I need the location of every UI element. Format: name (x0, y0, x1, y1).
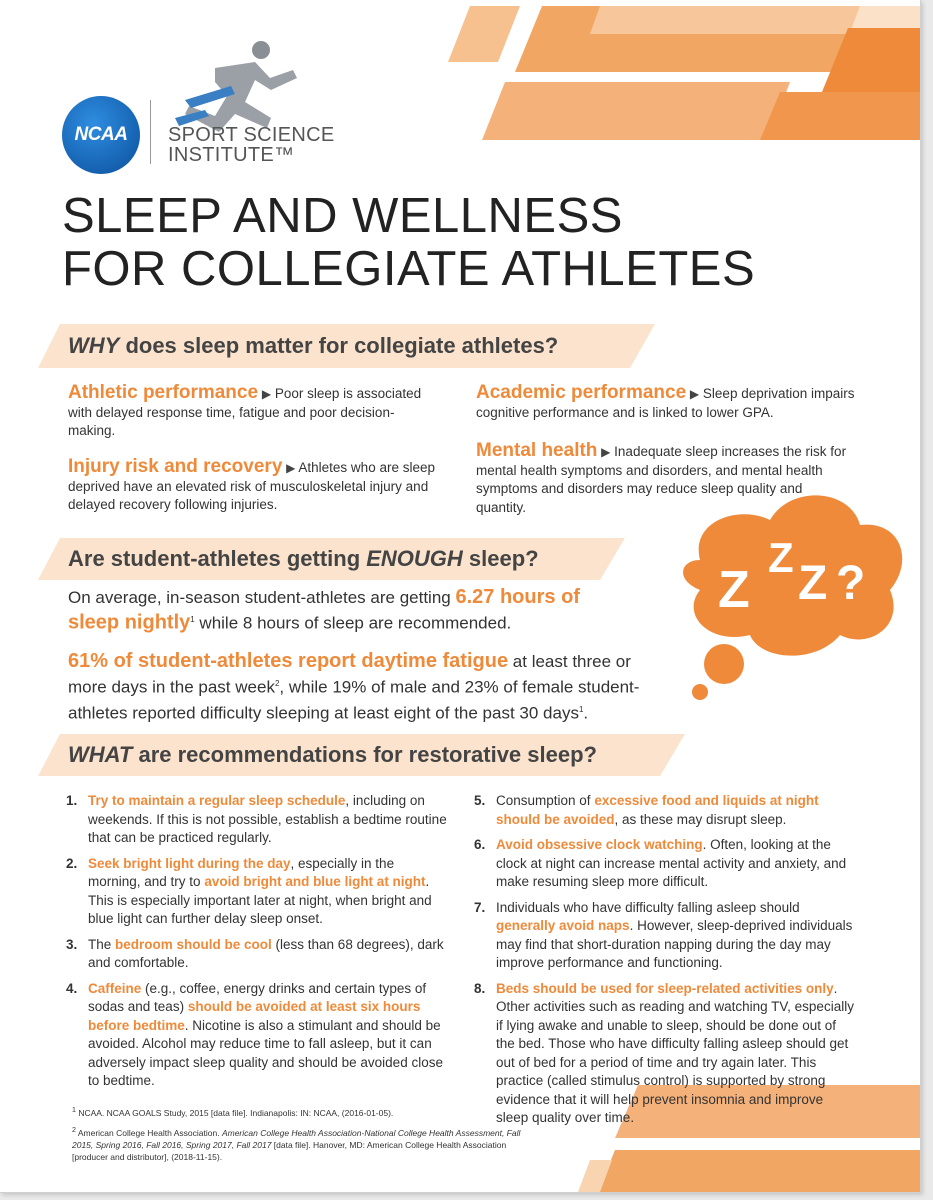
item-number: 8. (474, 980, 486, 996)
item-text: , especially in the morning, and try to (88, 855, 395, 889)
sport-science-institute-logo (168, 125, 335, 165)
item-text: (e.g., coffee, energy drinks and certain types of sodas and teas) (88, 980, 427, 1014)
cloud-question-mark: ? (836, 557, 866, 610)
p1-highlight: 6.27 hours of sleep nightly (68, 586, 580, 634)
block-text: Poor sleep is associated with delayed response time, fatigue and poor decision-making. (68, 386, 422, 438)
p2-part-a: at least three or more days in the past week (68, 652, 631, 697)
org-line1: SPORT SCIENCE (168, 124, 335, 146)
stripe-shape (760, 92, 920, 140)
stripe-shape (482, 82, 790, 140)
item-highlight: excessive food and liquids at night should be avoided (496, 793, 819, 827)
stripe-shape (448, 6, 520, 62)
footnote-number: 1 (72, 1106, 76, 1114)
block-heading: Athletic performance (68, 382, 259, 403)
block-heading: Mental health (476, 440, 598, 461)
item-text: , as these may disrupt sleep. (614, 811, 787, 827)
stripe-shape (598, 1150, 920, 1192)
recommendation-item (474, 899, 858, 973)
footnote-number: 2 (72, 1126, 76, 1134)
heading-emphasis: WHAT (68, 742, 133, 767)
heading-emphasis: ENOUGH (366, 546, 463, 571)
footnote-text: American College Health Association. (77, 1127, 222, 1138)
arrow-icon: ▶ (601, 445, 611, 459)
item-text: The (88, 936, 116, 952)
heading-rest: does sleep matter for collegiate athletes? (119, 333, 559, 358)
sleep-thought-cloud (683, 495, 902, 700)
cloud-z-large: Z (718, 561, 750, 619)
footnote-ref: 2 (274, 679, 280, 688)
average-sleep-paragraph (68, 586, 628, 635)
item-number: 2. (66, 855, 78, 871)
logo-divider (150, 100, 151, 164)
arrow-icon: ▶ (261, 387, 272, 401)
footnote-2 (72, 1124, 542, 1163)
item-number: 6. (474, 837, 486, 852)
footnote-ref: 1 (578, 704, 584, 714)
section2-heading (68, 546, 539, 572)
cloud-z-small: Z (768, 534, 794, 581)
block-text: Athletes who are sleep deprived have an elevated risk of musculoskeletal injury and delayed recovery following injuries. (68, 460, 435, 512)
recommendation-item (474, 792, 858, 829)
item-text: . Other activities such as reading and watching TV, especially if lying awake and unable to sleep, should be done out of the bed. Those who have difficulty falling asleep should get out of bed for a period of time and try again later. This practice (called stimulus control) is supported by strong evidence that it will help prevent insomnia and improve sleep quality over time. (496, 980, 854, 1125)
fatigue-paragraph (68, 650, 668, 724)
item-highlight: should be avoided at least six hours before bedtime (88, 999, 421, 1033)
cloud-z-medium: Z (798, 557, 828, 610)
p1-pre: On average, in-season student-athletes are getting (68, 588, 456, 607)
item-highlight: Seek bright light during the day (88, 855, 291, 871)
heading-post: sleep? (462, 546, 539, 571)
recommendations-list-right (474, 792, 858, 1135)
p2-highlight: 61% of student-athletes report daytime fatigue (68, 650, 509, 672)
recommendation-item (474, 836, 858, 892)
item-text: . This is especially important later at night, when bright and blue light can further delay sleep onset. (88, 874, 432, 926)
item-text: Individuals who have difficulty falling asleep should (496, 899, 800, 915)
item-highlight: avoid bright and blue light at night (204, 874, 426, 889)
title-line1: SLEEP AND WELLNESS (62, 189, 623, 243)
item-number: 5. (474, 793, 486, 808)
item-highlight: Caffeine (88, 980, 142, 996)
arrow-icon: ▶ (286, 461, 296, 475)
heading-pre: Are student-athletes getting (68, 546, 367, 571)
p1-post: while 8 hours of sleep are recommended. (194, 613, 512, 633)
section3-heading (68, 742, 597, 768)
section1-heading (68, 333, 558, 359)
block-heading: Academic performance (476, 382, 687, 403)
runner-icon (175, 41, 297, 132)
item-number: 1. (66, 793, 78, 808)
item-highlight: Try to maintain a regular sleep schedule (88, 793, 346, 808)
injury-risk-block (68, 458, 443, 515)
item-number: 7. (474, 899, 486, 915)
footnote-text: NCAA. NCAA GOALS Study, 2015 [data file]. Indianapolis: IN: NCAA, (2016-01-05). (78, 1107, 394, 1118)
heading-emphasis: WHY (68, 333, 120, 358)
block-text: Sleep deprivation impairs cognitive performance and is linked to lower GPA. (476, 386, 855, 420)
mental-health-block (476, 442, 856, 517)
item-text: , including on weekends. If this is not possible, establish a bedtime routine that can be practiced regularly. (88, 793, 447, 845)
recommendation-item (66, 792, 450, 848)
heading-rest: are recommendations for restorative sleep? (132, 742, 597, 767)
footnote-1 (72, 1104, 592, 1119)
item-text: . However, sleep-deprived individuals may find that short-duration napping during the day may improve performance and functioning. (496, 918, 853, 970)
recommendation-item (66, 855, 450, 929)
recommendation-item (66, 936, 450, 973)
recommendations-list-left (66, 792, 450, 1098)
academic-performance-block (476, 384, 856, 422)
page-title (62, 190, 755, 296)
item-text: . Often, looking at the clock at night can increase mental activity and anxiety, and make resuming sleep more difficult. (496, 837, 847, 889)
footnote-text-end: [data file]. Hanover, MD: American College Health Association [producer and distributor], (2018-11-15). (72, 1139, 507, 1162)
p2-end: . (583, 703, 589, 723)
p2-part-b: , while 19% of male and 23% of female student-athletes reported difficulty sleeping at least eight of the past 30 days (68, 677, 640, 723)
item-highlight: generally avoid naps (496, 918, 630, 933)
footnote-ref: 1 (190, 615, 195, 624)
athletic-performance-block (68, 384, 428, 441)
recommendation-item (66, 980, 450, 1091)
block-heading: Injury risk and recovery (68, 456, 283, 477)
title-line2: FOR COLLEGIATE ATHLETES (62, 242, 756, 296)
item-number: 4. (66, 980, 78, 996)
item-highlight: bedroom should be cool (115, 936, 272, 952)
item-text: Consumption of (496, 793, 595, 808)
block-text: Inadequate sleep increases the risk for mental health symptoms and disorders, and mental health symptoms and disorders may reduce sleep quality and quantity. (476, 444, 847, 515)
item-number: 3. (66, 936, 78, 952)
ncaa-logo: NCAA (62, 96, 140, 174)
arrow-icon: ▶ (689, 387, 700, 401)
item-highlight: Beds should be used for sleep-related activities only (496, 980, 834, 996)
org-line2: INSTITUTE™ (168, 144, 295, 166)
item-text: (less than 68 degrees), dark and comfortable. (88, 936, 444, 970)
item-highlight: Avoid obsessive clock watching (496, 837, 703, 852)
footnote-italic: American College Health Association-National College Health Assessment, Fall 2015, Spring 2016, Fall 2016, Spring 2017, Fall 2017 (72, 1127, 521, 1150)
item-text: . Nicotine is also a stimulant and should be avoided. Alcohol may reduce time to fall asleep, but it can adversely impact sleep quality and should be avoided close to bedtime. (88, 1017, 443, 1088)
